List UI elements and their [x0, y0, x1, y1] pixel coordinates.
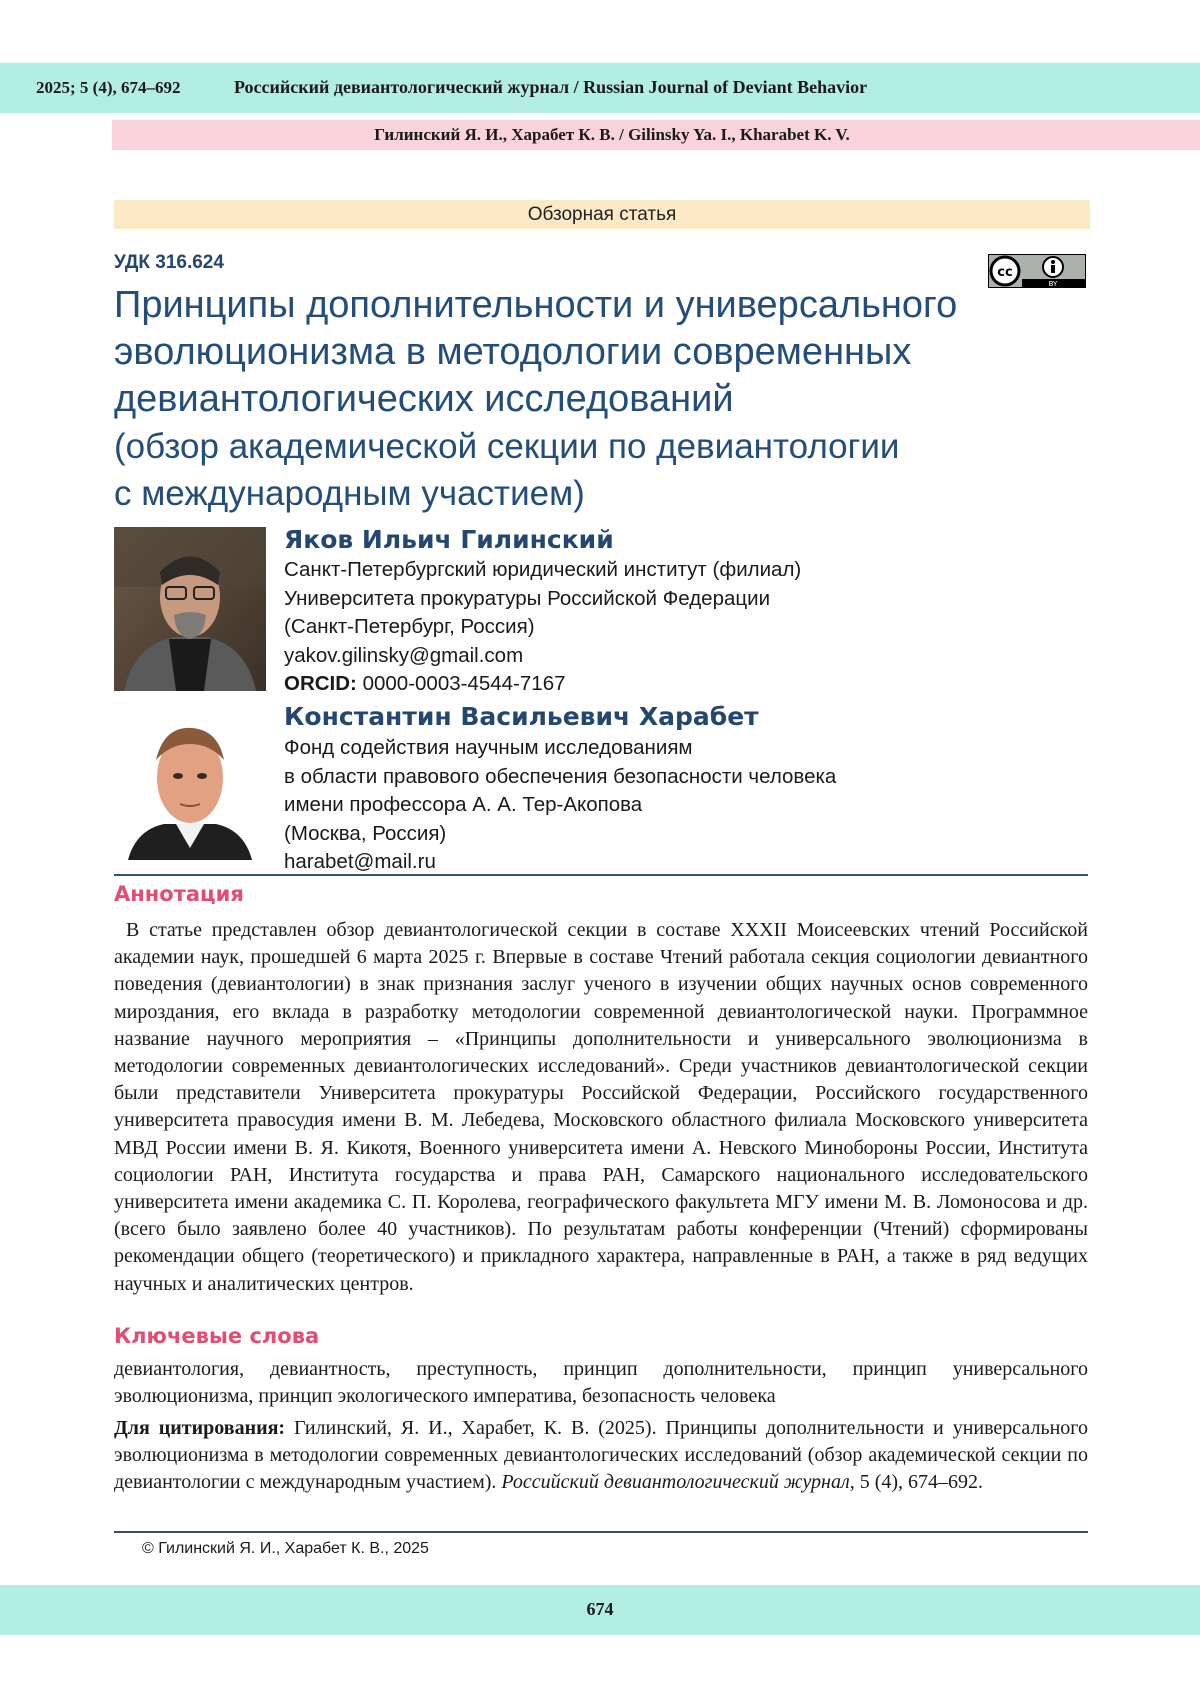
page-number: 674	[586, 1599, 614, 1619]
affiliation-line: (Санкт-Петербург, Россия)	[284, 615, 535, 638]
license-label: BY	[1048, 280, 1058, 288]
affiliation-line: Санкт-Петербургский юридический институт (филиал)	[284, 558, 802, 581]
author-email[interactable]: harabet@mail.ru	[284, 850, 436, 873]
author-affiliation	[284, 556, 801, 699]
title-subline: с международным участием)	[114, 474, 585, 513]
author-photo-kharabet	[114, 708, 266, 860]
svg-text:cc: cc	[997, 265, 1013, 280]
title-subline: (обзор академической секции по девиантологии	[114, 427, 900, 466]
section-divider	[114, 1531, 1088, 1533]
affiliation-line: Фонд содействия научным исследованиям	[284, 736, 693, 759]
orcid-label: ORCID:	[284, 672, 357, 695]
affiliation-line: имени профессора А. А. Тер-Акопова	[284, 793, 643, 816]
citation-journal: Российский девиантологический журнал	[501, 1471, 850, 1493]
title-line: эволюционизма в методологии современных	[114, 331, 912, 373]
article-title	[114, 282, 1014, 517]
copyright: © Гилинский Я. И., Харабет К. В., 2025	[142, 1540, 429, 1557]
citation-text: Гилинский, Я. И., Харабет, К. В. (2025). Принципы дополнительности и универсального эволюционизма в методологии современных девиантологических исследований (обзор академической секции по девиантологии с международным участием).	[114, 1417, 1088, 1493]
udk-code: УДК 316.624	[114, 252, 224, 273]
authors-header: Гилинский Я. И., Харабет К. В. / Gilinsky Ya. I., Kharabet K. V.	[374, 125, 850, 144]
author-email[interactable]: yakov.gilinsky@gmail.com	[284, 643, 524, 667]
issue-info: 2025; 5 (4), 674–692	[36, 78, 181, 97]
title-line: девиантологических исследований	[114, 378, 734, 420]
section-divider	[114, 874, 1088, 876]
orcid-value: 0000-0003-4544-7167	[362, 672, 566, 695]
title-line: Принципы дополнительности и универсального	[114, 284, 958, 326]
abstract-heading: Аннотация	[114, 882, 244, 906]
keywords-heading: Ключевые слова	[114, 1324, 320, 1348]
author-photo-gilinsky	[114, 527, 266, 691]
affiliation-line: (Москва, Россия)	[284, 821, 447, 845]
author-orcid[interactable]	[284, 670, 801, 699]
author-affiliation	[284, 734, 836, 877]
article-type: Обзорная статья	[527, 204, 677, 225]
author-name: Константин Васильевич Харабет	[284, 702, 759, 731]
cc-icon	[991, 257, 1019, 285]
journal-title: Российский девиантологический журнал / Russian Journal of Deviant Behavior	[234, 77, 868, 97]
by-icon	[1043, 257, 1063, 277]
affiliation-line: Университета прокуратуры Российской Федерации	[284, 586, 771, 610]
author-name: Яков Ильич Гилинский	[284, 525, 614, 554]
abstract-paragraph: В статье представлен обзор девиантологической секции в составе XXXII Моисеевских чтений Российской академии наук, прошедшей 6 марта 2025 г. Впервые в составе Чтений работала секция социологии девиантного поведения (девиантологии) в знак признания заслуг ученого в изучении общих научных основ современного мироздания, его вклада в разработку методологии современной девиантологической науки. Программное название научного мероприятия – «Принципы дополнительности и универсального эволюционизма в методологии современных девиантологических исследований». Среди участников девиантологической секции были представители Университета прокуратуры Российской Федерации, Российского государственного университета правосудия имени В. М. Лебедева, Московского областного филиала Московского университета МВД России имени В. Я. Кикотя, Военного университета имени А. Невского Минобороны России, Института социологии РАН, Института государства и права РАН, Самарского национального исследовательского университета имени академика С. П. Королева, географического факультета МГУ имени М. В. Ломоносова и др. (всего было заявлено более 40 участников). По результатам работы конференции (Чтений) сформированы рекомендации общего (теоретического) и прикладного характера, направленные в РАН, а также в ряд ведущих научных и аналитических центров.	[114, 919, 1088, 1295]
keywords-text: девиантология, девиантность, преступность, принцип дополнительности, принцип универсального эволюционизма, принцип экологического императива, безопасность человека	[114, 1358, 1088, 1407]
citation	[114, 1415, 1088, 1496]
affiliation-line: в области правового обеспечения безопасности человека	[284, 764, 837, 788]
citation-tail: , 5 (4), 674–692.	[849, 1471, 984, 1493]
abstract-text	[114, 917, 1088, 1298]
citation-label: Для цитирования:	[114, 1417, 286, 1439]
